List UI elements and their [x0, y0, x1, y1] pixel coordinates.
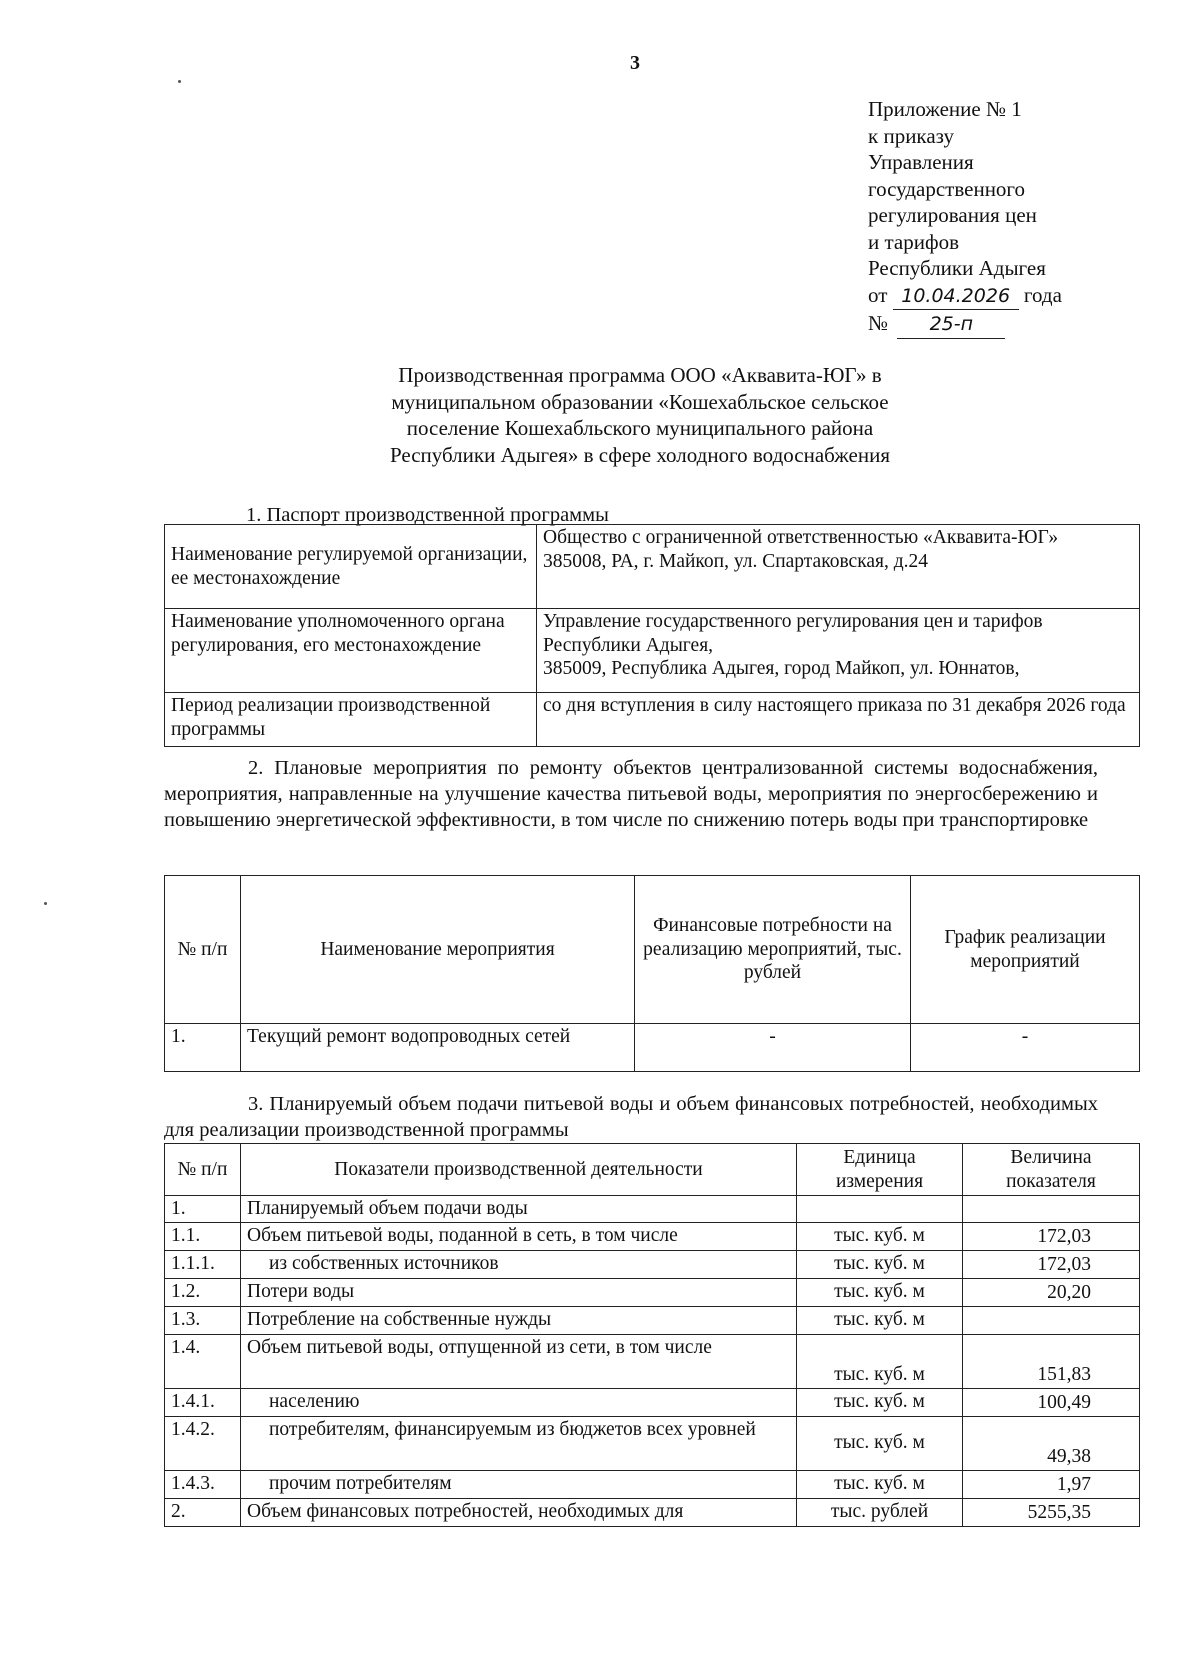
program-title: Производственная программа ООО «Аквавита-ЮГ» в муниципальном образовании «Кошехабльское сельское поселение Кошехабльского муниципального района Республики Адыгея» в сфере холодного водоснабжения	[389, 363, 891, 467]
section3-text: 3. Планируемый объем подачи питьевой воды и объем финансовых потребностей, необходимых для реализации производственной программы	[164, 1093, 1098, 1141]
column-header: № п/п	[165, 876, 241, 1024]
appendix-line: государственного	[868, 176, 1026, 201]
table-row: 1.4.3. прочим потребителям тыс. куб. м 1,97	[165, 1470, 1140, 1498]
row-number: 1.	[165, 1024, 241, 1072]
handwritten-number: 25-п	[897, 311, 1005, 339]
handwritten-date: 10.04.2026	[893, 283, 1019, 311]
table-row: 1.4. Объем питьевой воды, отпущенной из сети, в том числе тыс. куб. м 151,83	[165, 1334, 1140, 1388]
appendix-line: Республики Адыгея	[868, 256, 1046, 280]
measures-table	[164, 875, 1140, 1072]
table-row: 1.1.1. из собственных источников тыс. куб. м 172,03	[165, 1250, 1140, 1278]
table-header-row	[165, 1144, 1140, 1196]
passport-label: Период реализации производственной программы	[165, 693, 537, 747]
column-header: № п/п	[165, 1144, 241, 1196]
page-number: 3	[630, 52, 640, 74]
table-row: 1.1. Объем питьевой воды, поданной в сеть, в том числе тыс. куб. м 172,03	[165, 1222, 1140, 1250]
passport-label: Наименование регулируемой организации, ее местонахождение	[165, 525, 537, 609]
table-row: 1.2. Потери воды тыс. куб. м 20,20	[165, 1278, 1140, 1306]
appendix-date: от 10.04.2026 года	[868, 282, 1062, 311]
appendix-line: и тарифов	[868, 229, 960, 254]
table-row: 1.3. Потребление на собственные нужды тыс. куб. м	[165, 1306, 1140, 1334]
table-row: 1. Планируемый объем подачи воды	[165, 1196, 1140, 1223]
column-header: Единица измерения	[797, 1144, 963, 1196]
appendix-line: к приказу	[868, 123, 954, 148]
passport-value: Общество с ограниченной ответственностью «Аквавита-ЮГ» 385008, РА, г. Майкоп, ул. Спартаковская, д.24	[537, 525, 1140, 609]
scan-speck	[44, 902, 47, 905]
measure-finance: -	[635, 1024, 911, 1072]
appendix-line: Управления	[868, 150, 974, 174]
appendix-block	[868, 96, 1062, 339]
table-row	[165, 693, 1140, 747]
table-row	[165, 525, 1140, 609]
passport-table	[164, 524, 1140, 747]
table-header-row	[165, 876, 1140, 1024]
section2-text: 2. Плановые мероприятия по ремонту объектов централизованной системы водоснабжения, мероприятия, направленные на улучшение качества питьевой воды, мероприятия по энергосбережению и повышению энергетической эффективности, в том числе по снижению потерь воды при транспортировке	[164, 757, 1098, 831]
measure-name: Текущий ремонт водопроводных сетей	[241, 1024, 635, 1072]
scan-speck	[178, 80, 181, 83]
table-row	[165, 1024, 1140, 1072]
table-row: 1.4.2. потребителям, финансируемым из бюджетов всех уровней тыс. куб. м 49,38	[165, 1416, 1140, 1470]
table-row: 2. Объем финансовых потребностей, необходимых для тыс. рублей 5255,35	[165, 1498, 1140, 1526]
column-header: Величина показателя	[963, 1144, 1140, 1196]
appendix-line: регулирования цен	[868, 203, 1037, 227]
measure-schedule: -	[911, 1024, 1140, 1072]
appendix-number: № 25-п	[868, 310, 1062, 339]
passport-label: Наименование уполномоченного органа регулирования, его местонахождение	[165, 609, 537, 693]
column-header: График реализации мероприятий	[911, 876, 1140, 1024]
indicators-table	[164, 1143, 1140, 1527]
column-header: Показатели производственной деятельности	[241, 1144, 797, 1196]
column-header: Финансовые потребности на реализацию мероприятий, тыс. рублей	[635, 876, 911, 1024]
passport-value: со дня вступления в силу настоящего приказа по 31 декабря 2026 года	[537, 693, 1140, 747]
section1-heading: 1. Паспорт производственной программы	[246, 504, 609, 526]
table-row: 1.4.1. населению тыс. куб. м 100,49	[165, 1388, 1140, 1416]
appendix-line: Приложение № 1	[868, 97, 1022, 121]
table-row	[165, 609, 1140, 693]
column-header: Наименование мероприятия	[241, 876, 635, 1024]
passport-value: Управление государственного регулирования цен и тарифов Республики Адыгея, 385009, Республика Адыгея, город Майкоп, ул. Юннатов,	[537, 609, 1140, 693]
